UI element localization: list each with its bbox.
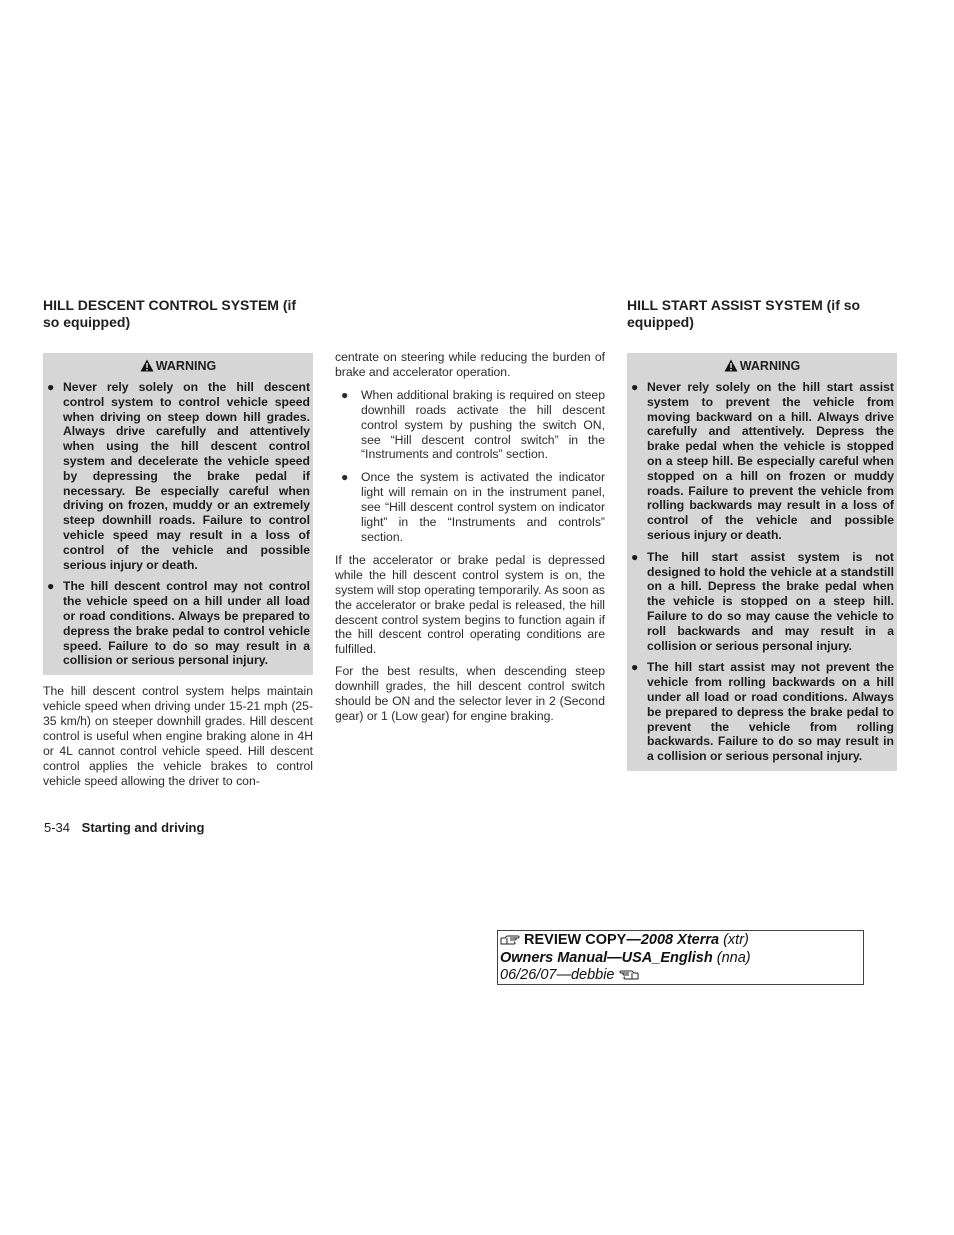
list-item xyxy=(335,470,605,545)
page-footer xyxy=(44,820,204,835)
continued-text: centrate on steering while reducing the burden of brake and accelerator operation. xyxy=(335,350,605,379)
bullet-icon: ● xyxy=(631,660,639,675)
warning-triangle-icon xyxy=(140,359,154,372)
warning-item xyxy=(46,380,310,572)
list-item-text: When additional braking is required on steep downhill roads activate the hill descent control system by pushing the switch ON, see “Hill descent control switch” in the “Instruments and controls” section. xyxy=(361,387,605,462)
review-date: 06/26/07—debbie xyxy=(500,967,615,983)
bullet-icon: ● xyxy=(341,470,349,485)
pointing-hand-right-icon xyxy=(500,934,520,946)
list-item-text: Once the system is activated the indicator light will remain on in the instrument panel, see “Hill descent control system on indicator light” in the “Instruments and controls” section. xyxy=(361,470,605,544)
bullet-icon: ● xyxy=(631,549,639,564)
warning-item xyxy=(630,380,894,543)
middle-column xyxy=(335,350,605,724)
right-column xyxy=(627,297,897,771)
warning-item-text: The hill start assist system is not designed to hold the vehicle at a standstill on a hill. Depress the brake pedal when the vehicle is stopped on a steep hill. Failure to do so may cause the vehicle to roll backwards and may result in a collision or serious personal injury. xyxy=(647,549,894,653)
pointing-hand-left-icon xyxy=(619,969,639,981)
warning-title-text: WARNING xyxy=(739,359,801,373)
warning-item-text: The hill start assist may not prevent the vehicle from rolling backwards on a hill under all load or road conditions. Always be prepared to depress the brake pedal to prevent the vehicle from rolling backwards. Failure to do so may result in a collision or serious personal injury. xyxy=(647,660,894,764)
review-line-3 xyxy=(500,967,861,985)
review-manual: Owners Manual—USA_English xyxy=(500,949,713,966)
review-line-2 xyxy=(500,950,861,968)
warning-item-text: The hill descent control may not control the vehicle speed on a hill under all load or road conditions. Always be prepared to depress the brake pedal to control vehicle speed. Failure to do so may result in a collision or serious personal injury. xyxy=(63,579,310,668)
review-manual-code: (nna) xyxy=(712,949,751,966)
review-copy-stamp xyxy=(497,930,864,985)
section-name: Starting and driving xyxy=(81,820,205,835)
warning-item xyxy=(630,550,894,654)
hill-descent-warning-box xyxy=(43,353,313,675)
warning-title xyxy=(630,356,894,376)
warning-item-text: Never rely solely on the hill start assist system to prevent the vehicle from moving backward on a hill. Always drive carefully and attentively. Depress the brake pedal when the vehicle is stopped on a steep hill. Be especially careful when stopped on a hill on frozen or muddy roads. Failure to prevent the vehicle from rolling backwards may result in a loss of control of the vehicle and possible serious injury or death. xyxy=(647,380,894,542)
bullet-icon: ● xyxy=(341,387,349,402)
warning-item-text: Never rely solely on the hill descent control system to control vehicle speed when driving on steep down hill grades. Always drive carefully and attentively when using the hill descent control system and decelerate the vehicle speed by depressing the brake pedal if necessary. Be especially careful when driving on frozen, muddy or an extremely steep downhill roads. Failure to control vehicle speed may result in a loss of control of the vehicle and possible serious injury or death. xyxy=(63,380,310,572)
warning-item xyxy=(46,579,310,668)
warning-title xyxy=(46,356,310,376)
review-model-code: (xtr) xyxy=(719,932,749,948)
warning-triangle-icon xyxy=(724,359,738,372)
review-model: 2008 Xterra xyxy=(640,932,720,948)
review-copy-label: REVIEW COPY— xyxy=(524,932,641,948)
bullet-icon: ● xyxy=(47,579,55,594)
review-line-1 xyxy=(500,932,861,950)
bullet-icon: ● xyxy=(631,380,639,394)
paragraph: For the best results, when descending steep downhill grades, the hill descent control switch should be ON and the selector lever in 2 (Second gear) or 1 (Low gear) for engine braking. xyxy=(335,664,605,723)
hill-start-warning-box xyxy=(627,353,897,771)
page-number: 5-34 xyxy=(44,820,71,835)
list-item xyxy=(335,388,605,463)
paragraph: If the accelerator or brake pedal is depressed while the hill descent control system is on, the system will stop operating temporarily. As soon as the accelerator or brake pedal is released, the hill descent control system begins to function again if the hill descent control operating conditions are fulfilled. xyxy=(335,552,605,657)
left-column xyxy=(43,297,313,788)
hill-descent-body-text: The hill descent control system helps maintain vehicle speed when driving under 15-21 mph (25-35 km/h) on steeper downhill grades. Hill descent control is useful when engine braking alone in 4H or 4L cannot control vehicle speed. Hill descent control applies the vehicle brakes to control vehicle speed allowing the driver to con- xyxy=(43,684,313,788)
warning-item xyxy=(630,660,894,764)
warning-title-text: WARNING xyxy=(155,359,217,373)
hill-descent-heading: HILL DESCENT CONTROL SYSTEM (if so equipped) xyxy=(43,297,297,330)
hill-start-heading: HILL START ASSIST SYSTEM (if so equipped) xyxy=(627,297,861,330)
bullet-icon: ● xyxy=(47,380,55,394)
